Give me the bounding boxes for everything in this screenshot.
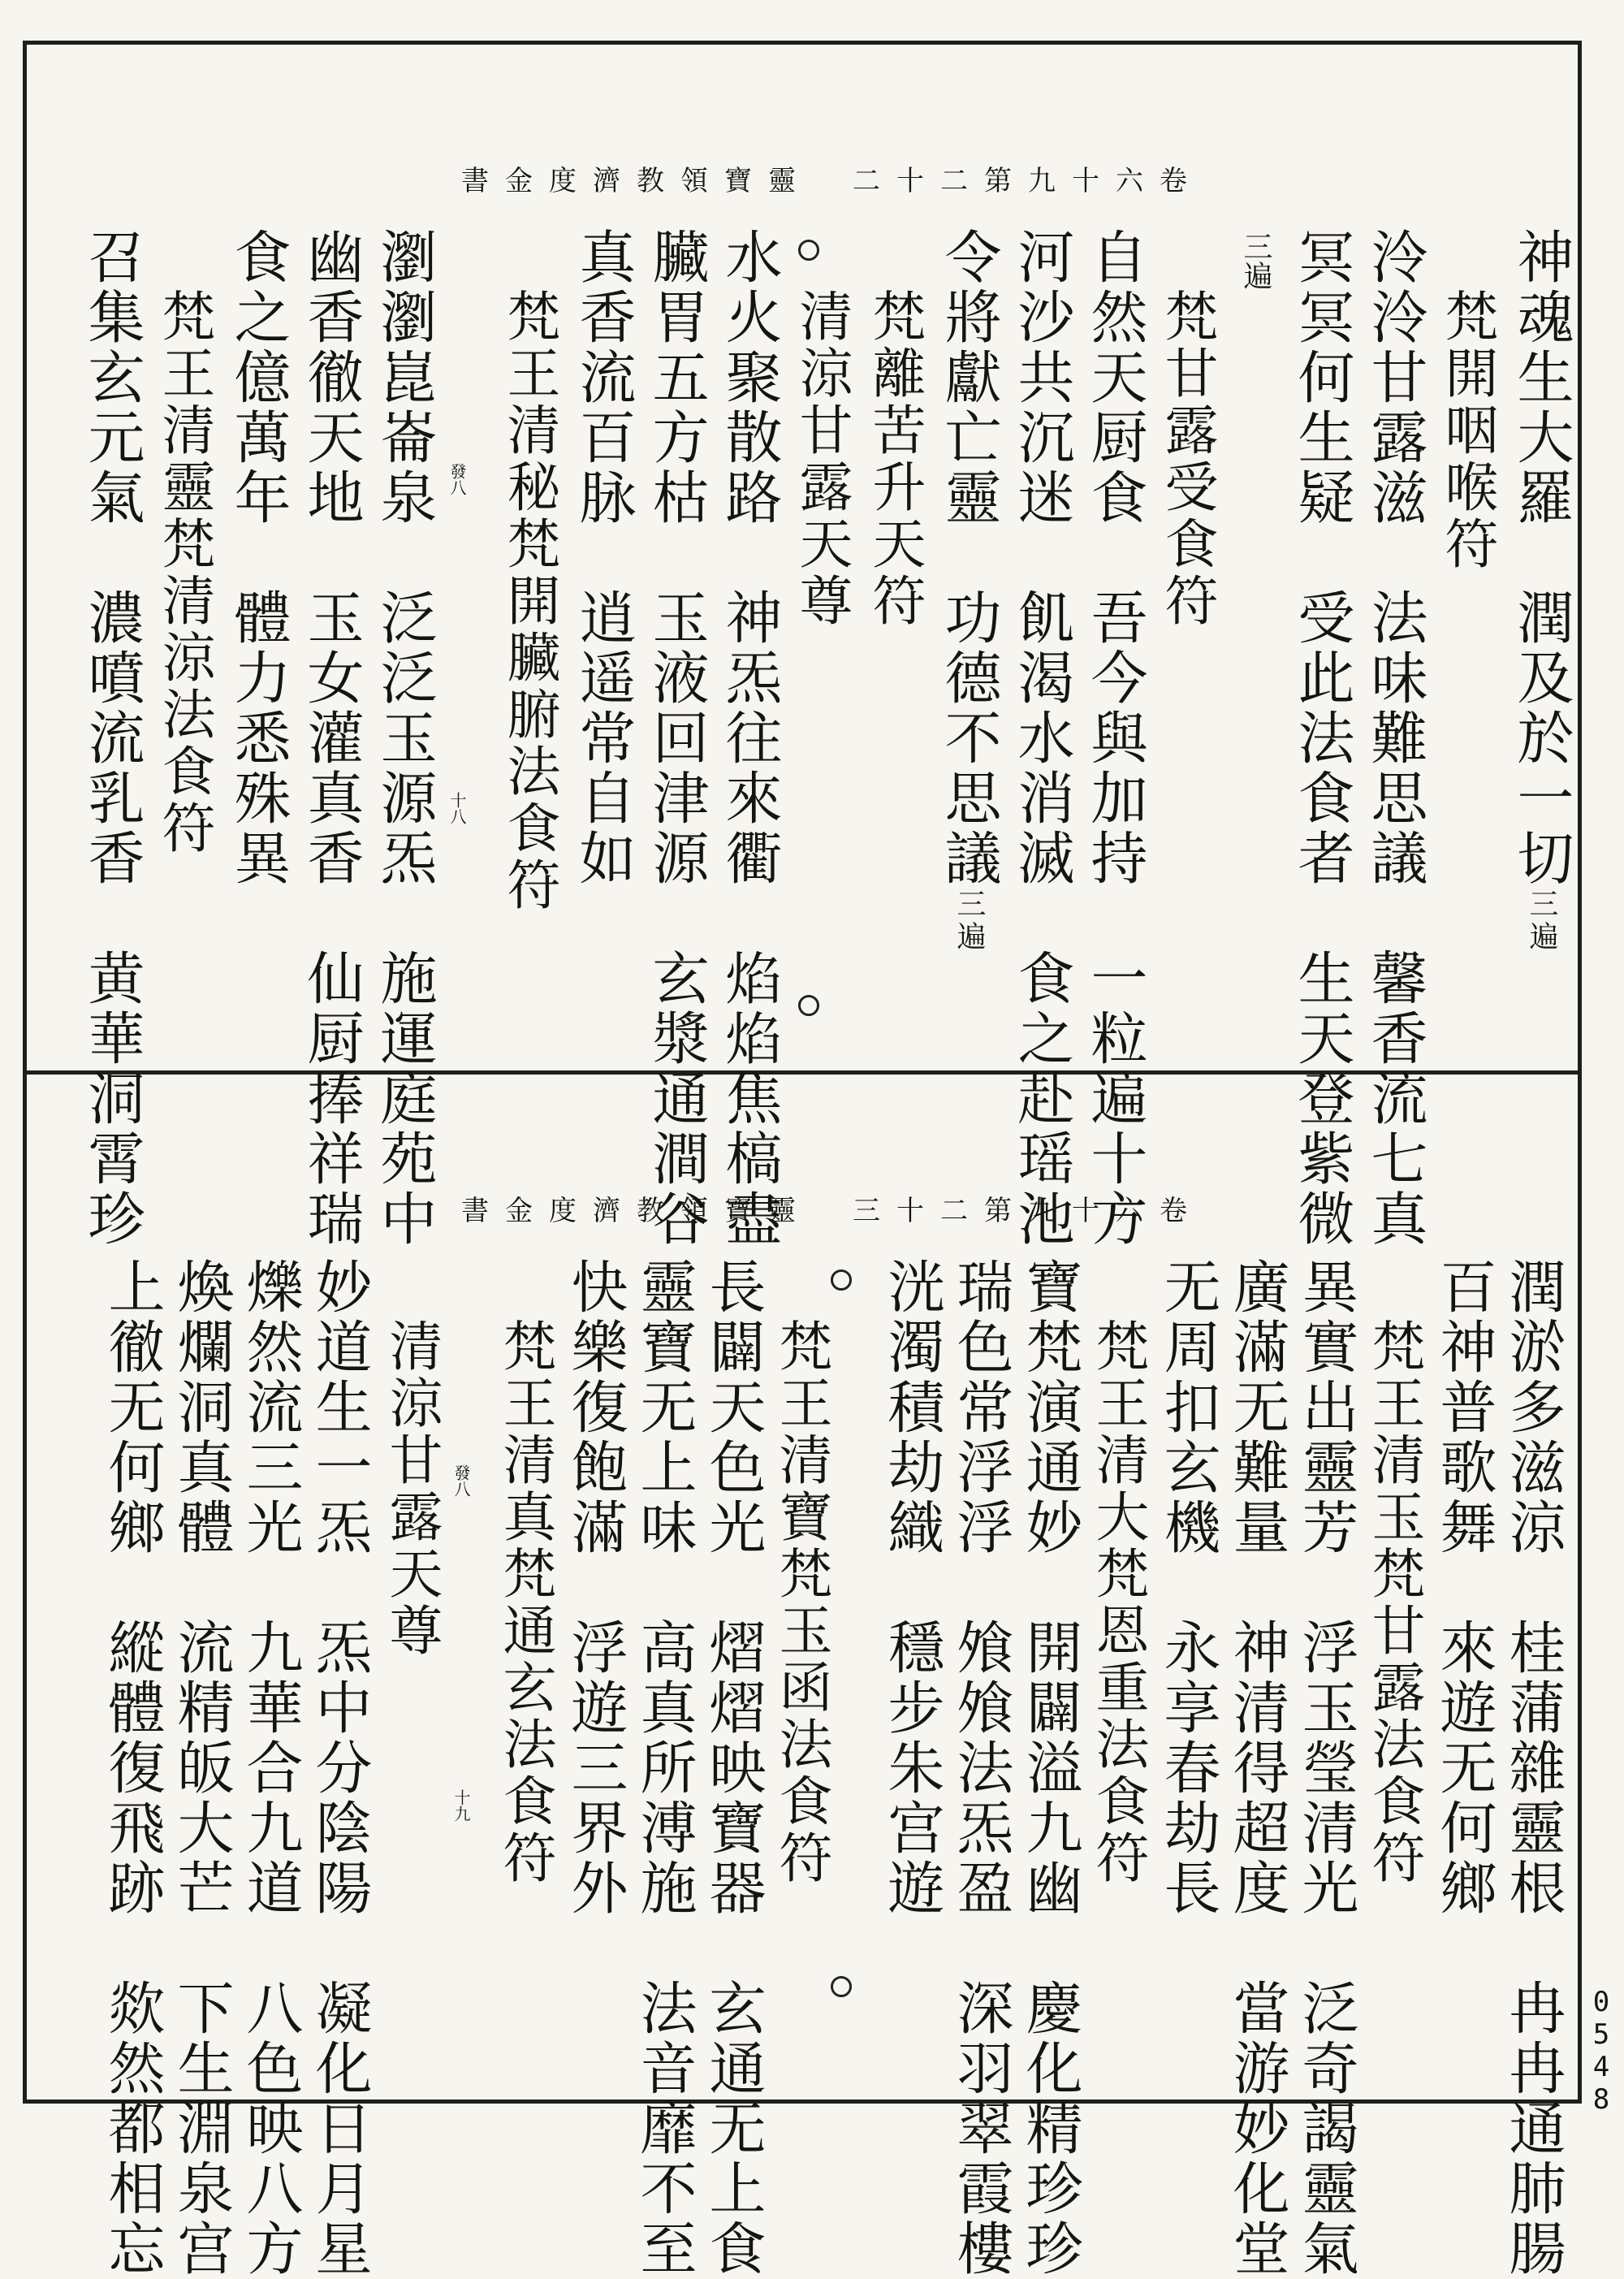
- text-column: 瀏瀏崑崙泉 泛泛玉源炁 施運庭苑中: [371, 227, 438, 1249]
- text-column: 潤淤多滋涼 桂蒲雜靈根 冉冉通肺腸: [1500, 1257, 1566, 2279]
- repeat-note: 三遍: [1239, 231, 1272, 290]
- text-column: 爍然流三光 九華合九道 八色映八方: [237, 1257, 304, 2279]
- fu-title: 梵王清靈梵清涼法食符: [153, 288, 215, 857]
- marginal-mark: 發八: [447, 463, 467, 495]
- fu-title: 梵王清秘梵開臟腑法食符: [498, 288, 560, 914]
- fu-title: 梵開咽喉符: [1436, 288, 1498, 573]
- text-column: 水火聚散路 神炁往來衢 焰焰焦槁盡: [716, 227, 783, 1249]
- tianzun-title: 清涼甘露天尊: [380, 1318, 443, 1659]
- text-column: 異實出靈芳 浮玉瑩清光 泛奇謁靈氣: [1293, 1257, 1359, 2279]
- fu-title: 梵離苦升天符: [863, 288, 926, 629]
- text-column: 洸濁積劫織 穩步朱宫遊: [879, 1257, 945, 1918]
- fu-title: 梵甘露受食符: [1155, 288, 1218, 629]
- text-column: 无周扣玄機 永享春劫長: [1155, 1257, 1221, 1918]
- circle-mark: [831, 1976, 852, 1997]
- text-column: 快樂復飽滿 浮遊三界外: [562, 1257, 628, 1918]
- text-column: 泠泠甘露滋 法味難思議 馨香流七真: [1362, 227, 1428, 1249]
- marginal-mark: 十九: [451, 1789, 471, 1822]
- bottom-panel: [27, 1075, 1578, 2279]
- text-column: 靈寶无上味 高真所溥施 法音靡不至: [631, 1257, 698, 2279]
- circle-mark: [798, 995, 819, 1016]
- fu-title: 梵王清寶梵玉函法食符: [770, 1318, 832, 1887]
- fu-title: 梵王清真梵通玄法食符: [494, 1318, 556, 1887]
- marginal-mark: 十八: [447, 792, 467, 824]
- text-column: 煥爛洞真體 流精皈大芒 下生淵泉宫: [168, 1257, 235, 2279]
- text-column: 妙道生一炁 炁中分陰陽 凝化日月星: [306, 1257, 373, 2279]
- text-column: 令將獻亡靈 功德不思議三遍: [935, 227, 1002, 954]
- text-column: 冥冥何生疑 受此法食者 生天登紫微: [1289, 227, 1355, 1249]
- tianzun-title: 清涼甘露天尊: [790, 288, 853, 629]
- fu-title: 梵王清大梵恩重法食符: [1086, 1318, 1149, 1887]
- bottom-header: [461, 1188, 1203, 1228]
- text-column: 廣滿无難量 神清得超度 當游妙化堂: [1224, 1257, 1290, 2279]
- marginal-mark: 發八: [451, 1464, 471, 1497]
- circle-mark: [798, 240, 819, 261]
- bottom-header-volume: 卷六十九第二十三: [853, 1195, 1203, 1227]
- text-column: 臟胃五方枯 玉液回津源 玄漿通澗谷: [643, 227, 710, 1249]
- text-column: 神魂生大羅 潤及於一切三遍: [1508, 227, 1574, 954]
- fu-title: 梵王清玉梵甘露法食符: [1363, 1318, 1425, 1887]
- text-column: 自然天厨食 吾今與加持 一粒遍十方: [1082, 227, 1148, 1249]
- bottom-header-title: 靈寶領教濟度金書: [461, 1195, 812, 1227]
- page-number: 0548: [1585, 1986, 1618, 2116]
- text-column: 幽香徹天地 玉女灌真香 仙厨捧祥瑞: [298, 227, 365, 1249]
- text-column: 長闢天色光 熠熠映寶器 玄通无上食: [700, 1257, 767, 2279]
- text-column: 真香流百脉 逍遥常自如: [570, 227, 637, 889]
- text-column: 寶梵演通妙 開闢溢九幽 慶化精珍珍: [1017, 1257, 1083, 2279]
- top-header-volume: 卷六十九第二十二: [853, 165, 1203, 197]
- text-column: 召集玄元氣 濃噴流乳香 黄華洞霄珍: [79, 227, 145, 1249]
- text-column: 上徹无何鄉 縱體復飛跡 欻然都相忘: [99, 1257, 166, 2279]
- text-column: 河沙共沉迷 飢渴水消滅 食之赴瑶池: [1009, 227, 1075, 1249]
- circle-mark: [831, 1269, 852, 1291]
- top-header: [461, 158, 1203, 198]
- text-column: 百神普歌舞 來遊无何鄉: [1431, 1257, 1497, 1918]
- text-column: 瑞色常浮浮 飧飧法炁盈 深羽翠霞樓: [948, 1257, 1014, 2279]
- text-column: 食之億萬年 體力悉殊異: [225, 227, 292, 889]
- top-header-title: 靈寶領教濟度金書: [461, 165, 812, 197]
